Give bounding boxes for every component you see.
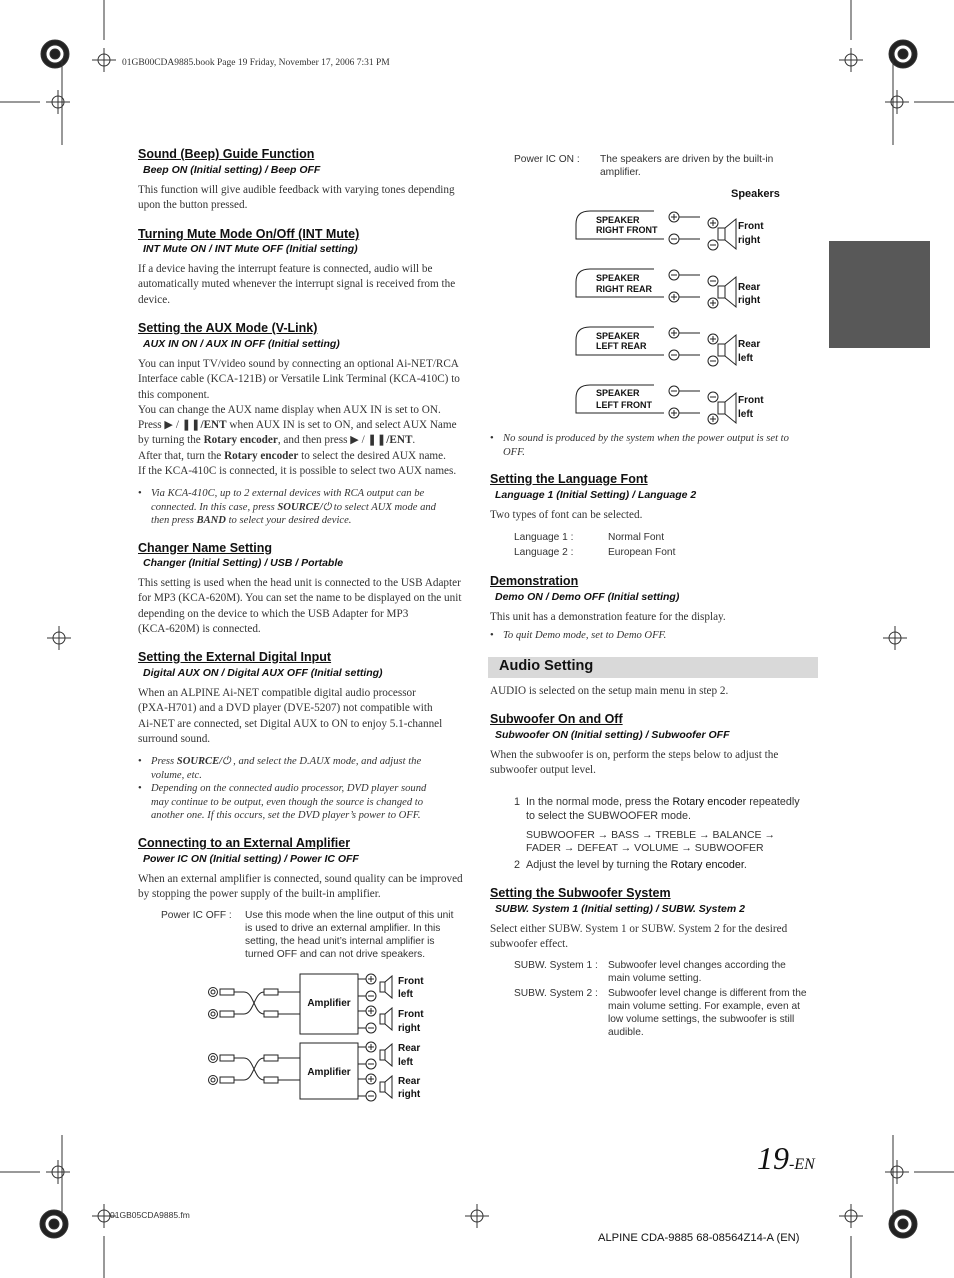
amplifier-1-label: Amplifier (307, 998, 351, 1009)
power-ic-off-desc: Use this mode when the line output of this unit is used to drive an external amplifier. In this setting, the head unit’s internal amplifier is turned OFF and can not drive speakers. (245, 910, 454, 960)
subwoofer-step-2: 2 Adjust the level by turning the Rotary encoder. (514, 859, 747, 871)
demo-body: This unit has a demonstration feature for the display. (490, 611, 726, 623)
speaker-1-label-1: Front (738, 221, 764, 232)
amp-speakers (358, 974, 392, 1101)
amplifier-2-label: Amplifier (307, 1067, 351, 1078)
font-sub: Language 1 (Initial Setting) / Language 2 (495, 489, 697, 501)
speaker-3-name-1: SPEAKER (596, 331, 640, 341)
crosshair-icon (885, 1160, 909, 1184)
speakers-title: Speakers (731, 188, 780, 200)
speaker-1-name-2: RIGHT FRONT (596, 225, 658, 235)
speaker-1-name-1: SPEAKER (596, 215, 640, 225)
aux-body: You can input TV/video sound by connecting an optional Ai-NET/RCA Interface cable (KCA-121B) or Versatile Link Terminal (KCA-410C) to this component. You can change the AUX name display when AUX IN is set to ON. Press ▶ / ❚❚/ENT when AUX IN is set to ON, and select AUX Name by turning the Rotary encoder, and then press ▶ / ❚❚/ENT. After that, turn the Rotary encoder to select the desired AUX name. If the KCA-410C is connected, it is possible to select two AUX names. (138, 358, 460, 478)
speaker-4-name-2: LEFT FRONT (596, 400, 652, 410)
rca-plug-icon (209, 988, 301, 1019)
subwoofer-step-1: 1 In the normal mode, press the Rotary encoder repeatedly to select the SUBWOOFER mode. (514, 796, 800, 822)
crosshair-icon (839, 1204, 863, 1228)
crosshair-icon (465, 1204, 489, 1228)
digital-note-1: • Press SOURCE/⏻ , and select the D.AUX mode, and adjust the volume, etc. (138, 756, 422, 781)
amp-label-front-right-2: right (398, 1023, 421, 1034)
system-heading: Setting the Subwoofer System (490, 886, 671, 900)
mute-body: If a device having the interrupt feature is connected, audio will be automatically muted whenever the interrupt signal is received from the device. (138, 263, 456, 306)
speaker-diagram (570, 206, 810, 432)
speaker-4-name-1: SPEAKER (596, 388, 640, 398)
file-info-header: 01GB00CDA9885.book Page 19 Friday, November 17, 2006 7:31 PM (122, 58, 390, 68)
crosshair-icon (839, 48, 863, 72)
sunburst-icon-top-left (41, 40, 69, 68)
font-rows: Language 1 : Normal Font Language 2 : European Font (514, 532, 676, 558)
power-ic-off-label: Power IC OFF : (161, 910, 232, 921)
mute-sub: INT Mute ON / INT Mute OFF (Initial setting) (143, 243, 358, 255)
digital-note-2: • Depending on the connected audio processor, DVD player sound may continue to be output, even though the source is changed to another one. If this occurs, set the DVD player’s power to OFF. (138, 783, 427, 822)
sunburst-icon-bottom-left (40, 1210, 68, 1238)
speaker-3-label-2: left (738, 353, 753, 364)
pause-icon: ❚❚ (181, 419, 201, 432)
changer-sub: Changer (Initial Setting) / USB / Portable (143, 557, 344, 569)
demo-note: • To quit Demo mode, set to Demo OFF. (490, 630, 667, 641)
amp-label-front-left-2: left (398, 989, 413, 1000)
font-body: Two types of font can be selected. (490, 509, 643, 521)
system-sub: SUBW. System 1 (Initial setting) / SUBW. System 2 (495, 903, 745, 915)
speaker-2-label-1: Rear (738, 282, 761, 293)
amp-label-rear-right-2: right (398, 1089, 421, 1100)
aux-heading: Setting the AUX Mode (V-Link) (138, 321, 318, 335)
amp-sub: Power IC ON (Initial setting) / Power IC OFF (143, 853, 359, 865)
demo-heading: Demonstration (490, 574, 579, 588)
digital-body: When an ALPINE Ai-NET compatible digital audio processor (PXA-H701) and a DVD player (DVE-5207) not compatible with Ai-NET are connected, set Digital AUX to ON to enjoy 5.1-channel surround sound. (138, 687, 443, 745)
section-tab (829, 241, 930, 348)
speaker-4-label-2: left (738, 409, 753, 420)
amp-label-front-left-1: Front (398, 976, 424, 987)
changer-body: This setting is used when the head unit is connected to the USB Adapter for MP3 (KCA-620M). You can set the name to be displayed on the unit depending on the device to which the USB Adapter for MP3 (KCA-620M) is connected. (138, 577, 462, 635)
speaker-2-label-2: right (738, 295, 761, 306)
speaker-3-label-1: Rear (738, 339, 761, 350)
system-1-label: SUBW. System 1 : (514, 960, 598, 971)
amp-label-rear-right-1: Rear (398, 1076, 421, 1087)
power-icon: ⏻ (222, 756, 231, 767)
power-ic-on-desc: The speakers are driven by the built-in amplifier. (600, 154, 774, 178)
speaker-1-label-2: right (738, 235, 761, 246)
system-1-desc: Subwoofer level changes according the main volume setting. (608, 960, 786, 984)
amp-label-front-right-1: Front (398, 1009, 424, 1020)
speaker-3-name-2: LEFT REAR (596, 341, 647, 351)
amp-label-rear-left-2: left (398, 1057, 413, 1068)
speaker-2-name-1: SPEAKER (596, 273, 640, 283)
crosshair-icon (883, 626, 907, 650)
beep-sub: Beep ON (Initial setting) / Beep OFF (143, 164, 321, 176)
audio-setting-title: Audio Setting (499, 658, 594, 674)
amp-heading: Connecting to an External Amplifier (138, 836, 351, 850)
mute-heading: Turning Mute Mode On/Off (INT Mute) (138, 227, 360, 241)
font-heading: Setting the Language Font (490, 472, 648, 486)
system-body: Select either SUBW. System 1 or SUBW. System 2 for the desired subwoofer effect. (490, 923, 788, 951)
digital-sub: Digital AUX ON / Digital AUX OFF (Initial setting) (143, 667, 383, 679)
speaker-2-name-2: RIGHT REAR (596, 284, 652, 294)
rca-plug-icon (209, 1054, 301, 1085)
amp-label-rear-left-1: Rear (398, 1043, 421, 1054)
beep-body: This function will give audible feedback with varying tones depending upon the button pressed. (138, 184, 455, 212)
fm-file: 01GB05CDA9885.fm (110, 1210, 190, 1220)
amplifier-diagram (200, 968, 440, 1108)
power-icon: ⏻ (322, 501, 332, 513)
aux-note: • Via KCA-410C, up to 2 external devices with RCA output can be connected. In this case, press SOURCE/⏻ to select AUX mode and then press BAND to select your desired device. (138, 488, 436, 527)
crosshair-icon (92, 48, 116, 72)
digital-heading: Setting the External Digital Input (138, 650, 332, 664)
changer-heading: Changer Name Setting (138, 541, 273, 555)
page-number: 19-EN (757, 1140, 815, 1176)
audio-body: AUDIO is selected on the setup main menu in step 2. (490, 685, 729, 697)
power-ic-on-label: Power IC ON : (514, 154, 580, 165)
subwoofer-flow: SUBWOOFER → BASS → TREBLE → BALANCE → FADER → DEFEAT → VOLUME → SUBWOOFER (526, 829, 775, 854)
model-footer: ALPINE CDA-9885 68-08564Z14-A (EN) (598, 1232, 800, 1244)
crosshair-icon (885, 90, 909, 114)
audio-setting-banner (488, 657, 818, 678)
amp-body: When an external amplifier is connected, sound quality can be improved by stopping the power supply of the built-in amplifier. (138, 873, 463, 901)
beep-heading: Sound (Beep) Guide Function (138, 147, 315, 161)
subwoofer-sub: Subwoofer ON (Initial setting) / Subwoofer OFF (495, 729, 730, 741)
no-sound-note: • No sound is produced by the system when the power output is set to OFF. (490, 433, 789, 458)
crosshair-icon (46, 90, 70, 114)
subwoofer-heading: Subwoofer On and Off (490, 712, 623, 726)
subwoofer-body: When the subwoofer is on, perform the steps below to adjust the subwoofer output level. (490, 749, 779, 777)
aux-sub: AUX IN ON / AUX IN OFF (Initial setting) (143, 338, 340, 350)
speaker-4-label-1: Front (738, 395, 764, 406)
system-2-label: SUBW. System 2 : (514, 988, 598, 999)
crosshair-icon (47, 626, 71, 650)
crosshair-icon (46, 1160, 70, 1184)
system-2-desc: Subwoofer level change is different from the main volume setting. For example, even at low volume settings, the subwoofer is still audible. (608, 988, 807, 1038)
demo-sub: Demo ON / Demo OFF (Initial setting) (495, 591, 680, 603)
